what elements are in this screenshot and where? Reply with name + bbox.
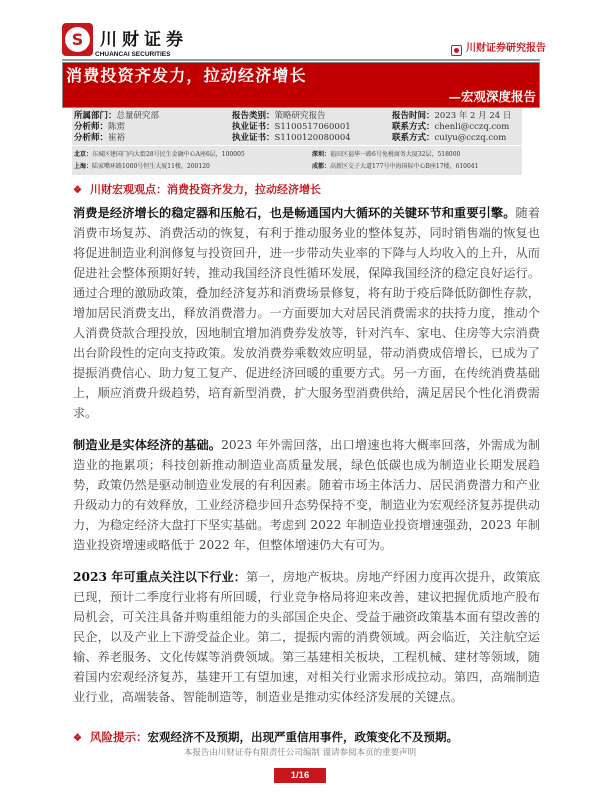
- report-info-box: [72, 108, 522, 175]
- report-title: 消费投资齐发力，拉动经济增长: [66, 66, 307, 85]
- analyst-contact[interactable]: 联系方式：cuiyu@cczq.com: [392, 133, 507, 143]
- report-body: [73, 182, 540, 747]
- date-field: 报告时间：2023 年 2 月 24 日: [392, 111, 512, 121]
- address-chengdu: 成都：高新区交子大道177号中海国际中心B座17楼，610041: [312, 163, 479, 170]
- paragraph-manufacturing: 制造业是实体经济的基础。2023 年外需回落，出口增速也将大概率回落，外需成为制造业的拖累项；科技创新推动制造业高质量发展，绿色低碳也成为制造业长期发展趋势，政策仍然是驱动制造业发展的有利因素。随着市场主体活力、居民消费潜力和产业升级动力的有效释放，工业经济稳步回升态势保持不变，制造业为宏观经济复苏提供动力，为稳定经济大盘打下坚实基础。考虑到 2022 年制造业投资增速强劲，2023 年制造业投资增速或略低于 2022 年，但整体增速仍大有可为。: [73, 438, 541, 552]
- analyst-cert: 执业证书：S1100120080004: [232, 133, 351, 143]
- report-series-label: 川财证券研究报告: [466, 43, 546, 54]
- analyst-cert: 执业证书：S1100517060001: [232, 122, 351, 132]
- header-divider: [62, 59, 540, 61]
- analyst-contact[interactable]: 联系方式：chenli@cczq.com: [392, 122, 510, 132]
- report-series-icon: [451, 45, 462, 56]
- paragraph-industries: 2023 年可重点关注以下行业：第一，房地产板块。房地产纾困力度再次提升，政策底已现，预计二季度行业将有所回暖，行业竞争格局将迎来改善，建议把握优质地产股布局机会，可关注具备并购重组能力的头部国企央企、受益于融资政策基本面有望改善的民企，以及产业上下游受益企业。第二，提振内需的消费领域。两会临近，关注航空运输、养老服务、文化传媒等消费领域。第三基建相关板块，工程机械、建材等领域，随着国内宏观经济复苏，基建开工有望加速，对相关行业需求形成拉动。第四，高端制造业行业，高端装备、智能制造等，制造业是推动实体经济发展的关键点。: [73, 570, 541, 704]
- diamond-bullet-icon: ❖: [73, 185, 82, 196]
- brand-name-en: CHUANCAI SECURITIES: [95, 51, 171, 58]
- address-shanghai: 上海：陆家嘴环路1000号恒生大厦11楼，200120: [74, 163, 210, 170]
- company-logo: [62, 23, 93, 56]
- type-field: 报告类别：策略研究报告: [232, 111, 326, 121]
- address-beijing: 北京：东城区建国门内大街28号民生金融中心A座6层，100005: [74, 151, 245, 158]
- info-divider: [72, 145, 522, 146]
- paragraph-consumption: 消费是经济增长的稳定器和压舱石，也是畅通国内大循环的关键环节和重要引擎。随着消费市场复苏、消费活动的恢复，有利于推动服务业的整体复苏，同时销售端的恢复也将促进制造业利润修复与投资回升，进一步带动失业率的下降与人均收入的上升，从而促进社会整体预期好转，推动我国经济良性循环发展，保障我国经济的稳定良好运行。通过合理的激励政策，叠加经济复苏和消费场景修复，将有助于疫后降低防御性存款，增加居民消费支出，释放消费潜力。一方面要加大对居民消费需求的扶持力度，推动个人消费贷款合理投放，因地制宜增加消费券发放等，针对汽车、家电、住房等大宗消费出台阶段性的定向支持政策。发放消费券乘数效应明显，带动消费成倍增长，已成为了提振消费信心、助力复工复产、促进经济回暖的重要方式。另一方面，在传统消费基础上，顺应消费升级趋势，培育新型消费，扩大服务型消费供给，满足居民个性化消费需求。: [73, 206, 541, 420]
- diamond-bullet-icon: ❖: [73, 733, 82, 744]
- footer-disclaimer: 本报告由川财证券有限责任公司编制 谨请参阅本页的重要声明: [183, 748, 417, 758]
- analyst-name: 分析师：陈雳: [74, 122, 126, 132]
- address-shenzhen: 深圳：福田区福华一路6号免税商务大厦32层，518000: [312, 151, 461, 158]
- section-heading: ❖ 川财宏观观点：消费投资齐发力，拉动经济增长: [73, 183, 321, 196]
- logo-s-icon: S: [65, 27, 90, 52]
- risk-warning: ❖ 风险提示：宏观经济不及预期，出现严重信用事件，政策变化不及预期。: [73, 730, 458, 744]
- dept-field: 所属部门：总量研究部: [74, 111, 160, 121]
- brand-name-cn: 川财证券: [100, 30, 188, 50]
- analyst-name: 分析师：崔裕: [74, 133, 126, 143]
- page-number: 1/16: [274, 768, 326, 783]
- report-subtitle: —宏观深度报告: [448, 89, 536, 104]
- title-band: [62, 62, 540, 108]
